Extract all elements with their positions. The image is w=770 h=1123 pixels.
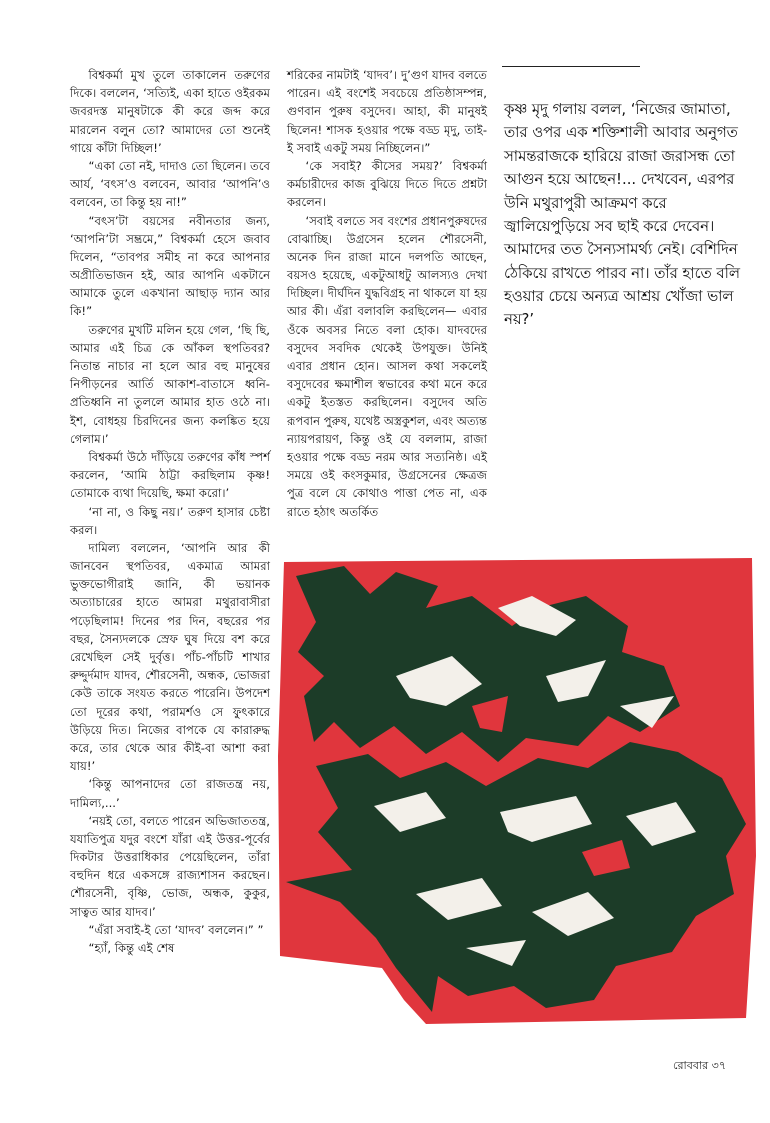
text-column-left [70,66,270,957]
paragraph: ‘না না, ও কিছু নয়।’ তরুণ হাসার চেষ্টা করল। [70,504,270,537]
paragraph: “হ্যাঁ, কিন্তু এই শেষ [88,941,175,955]
paragraph: ‘কে সবাই? কীসের সময়?’ বিশ্বকর্মা কর্মচারীদের কাজ বুঝিয়ে দিতে দিতে প্রশ্নটা করলেন। [287,158,487,210]
text-column-middle [287,66,487,521]
paragraph: “এঁরা সবাই-ই তো ‘যাদব’ বললেন।” ” [88,922,264,937]
paragraph: ‘সবাই বলতে সব বংশের প্রধানপুরুষদের বোঝাচ্ছি। উগ্রসেন হলেন শৌরসেনী, অনেক দিন রাজা মানে দলপতি আছেন, বয়সও হয়েছে, একটুআধটু আলস্যও দেখা দিচ্ছিল। দীর্ঘদিন যুদ্ধবিগ্রহ না থাকলে যা হয় আর কী। এঁরা বলাবলি করছিলেন— এবার ওঁকে অবসর নিতে বলা হোক। যাদবদের বসুদেব সবদিক থেকেই উপযুক্ত। উনিই এবার প্রধান হোন। আসল কথা সকলেই বসুদেবের ক্ষমাশীল স্বভাবের কথা মনে করে একটু ইতস্তত করছিলেন। বসুদেব অতি রূপবান পুরুষ, যথেষ্ট অস্ত্রকুশল, এবং অত্যন্ত ন্যায়পরায়ণ, কিন্তু ওই যে বললাম, রাজা হওয়ার পক্ষে বড্ড নরম আর সত্যনিষ্ঠ। এই সময়ে ওই কংসকুমার, উগ্রসেনের ক্ষেত্রজ পুত্র বলে যে কোথাও পাত্তা পেত না, এক রাতে হঠাৎ অতর্কিত [287,213,487,519]
page-footer: রোববার ৩৭ [673,1059,726,1072]
paragraph-continuation: শরিকের নামটাই ‘যাদব’। দু’গুণ যাদব বলতে পারেন। এই বংশেই সবচেয়ে প্রতিষ্ঠাসম্পন্ন, গুণবান পুরুষ বসুদেব। আহা, কী মানুষই ছিলেন! শাসক হওয়ার পক্ষে বড্ড মৃদু, তাই-ই সবাই একটু সময় নিচ্ছিলেন।” [287,68,487,155]
paragraph: “বৎস’টা বয়সের নবীনতার জন্য, ‘আপনি’টা সম্ভ্রমে,” বিশ্বকর্মা হেসে জবাব দিলেন, “তাবপর সমীহ না করে আপনার অপ্রীতিভাজন হই, আর আপনি একটানে আমাকে তুলে একখানা আছাড় দ্যান আর কি!” [70,213,270,319]
paragraph: বিশ্বকর্মা মুখ তুলে তাকালেন তরুণের দিকে। বললেন, ‘সত্যিই, একা হাতে ওইরকম জবরদস্ত মানুষটাকে কী করে জব্দ করে মারলেন বলুন তো? আমাদের তো শুনেই গায়ে কাঁটা দিচ্ছিল!’ [70,68,270,155]
paragraph: “একা তো নই, দাদাও তো ছিলেন। তবে আর্য, ‘বৎস’ও বলবেন, আবার ‘আপনি’ও বলবেন, তা কিন্তু হয় না!” [70,158,270,210]
paragraph: ‘কিন্তু আপনাদের তো রাজতন্ত্র নয়, দামিল্য,...’ [70,777,270,810]
pull-quote: কৃষ্ণ মৃদু গলায় বলল, ‘নিজের জামাতা, তার ওপর এক শক্তিশালী আবার অনুগত সামন্তরাজকে হারিয়ে রাজা জরাসন্ধ তো আগুন হয়ে আছেন!... দেখবেন, এরপর উনি মথুরাপুরী আক্রমণ করে জ্বালিয়েপুড়িয়ে সব ছাই করে দেবেন। আমাদের তত সৈন্যসামর্থ্য নেই। বেশিদিন ঠেকিয়ে রাখতে পারব না। তাঁর হাতে বলি হওয়ার চেয়ে অন্যত্র আশ্রয় খোঁজা ভাল নয়?’ [504,101,740,329]
paragraph: দামিল্য বললেন, ‘আপনি আর কী জানবেন স্থপতিবর, একমাত্র আমরা ভুক্তভোগীরাই জানি, কী ভয়ানক অত্যাচারের হাতে আমরা মথুরাবাসীরা পড়েছিলাম! দিনের পর দিন, বছরের পর বছর, সৈন্যদলকে স্রেফ ঘুষ দিয়ে বশ করে রেখেছিল সেই দুর্বৃত্ত। পাঁচ-পাঁচটি শাখার রুদ্দুর্দমাদ যাদব, শৌরসেনী, অন্ধক, ভোজরা কেউ তাকে সংযত করতে পারেনি। উপদেশ তো দূরের কথা, পরামর্শও সে ফুৎকারে উড়িয়ে দিত। নিজের বাপকে যে কারারুদ্ধ করে, তার থেকে আর কীই-বা আশা করা যায়!’ [70,540,270,774]
woodcut-illustration [276,556,760,1028]
paragraph: বিশ্বকর্মা উঠে দাঁড়িয়ে তরুণের কাঁধ স্পর্শ করলেন, ‘আমি ঠাট্টা করছিলাম কৃষ্ণ! তোমাকে ব্যথা দিয়েছি, ক্ষমা করো।’ [70,449,270,501]
paragraph: তরুণের মুখটি মলিন হয়ে গেল, ‘ছি ছি, আমার এই চিত্র কে আঁকল স্থপতিবর? নিতান্ত নাচার না হলে আর বহু মানুষের নিপীড়নের আর্তি আকাশ-বাতাসে ধ্বনি-প্রতিধ্বনি না তুললে আমার হাত ওঠে না। ইশ, বোধহয় চিরদিনের জন্য কলঙ্কিত হয়ে গেলাম।’ [70,322,270,446]
paragraph: ‘নয়ই তো, বলতে পারেন অভিজাততন্ত্র, যযাতিপুত্র যদুর বংশে যাঁরা এই উত্তর-পূর্বের দিকটার উত্তরাধিকার পেয়েছিলেন, তাঁরা বহুদিন ধরে একসঙ্গে রাজ্যশাসন করছেন। শৌরসেনী, বৃষ্ণি, ভোজ, অন্ধক, কুকুর, সাত্বত আর যাদব।’ [70,813,270,919]
pull-quote-rule [502,66,640,67]
